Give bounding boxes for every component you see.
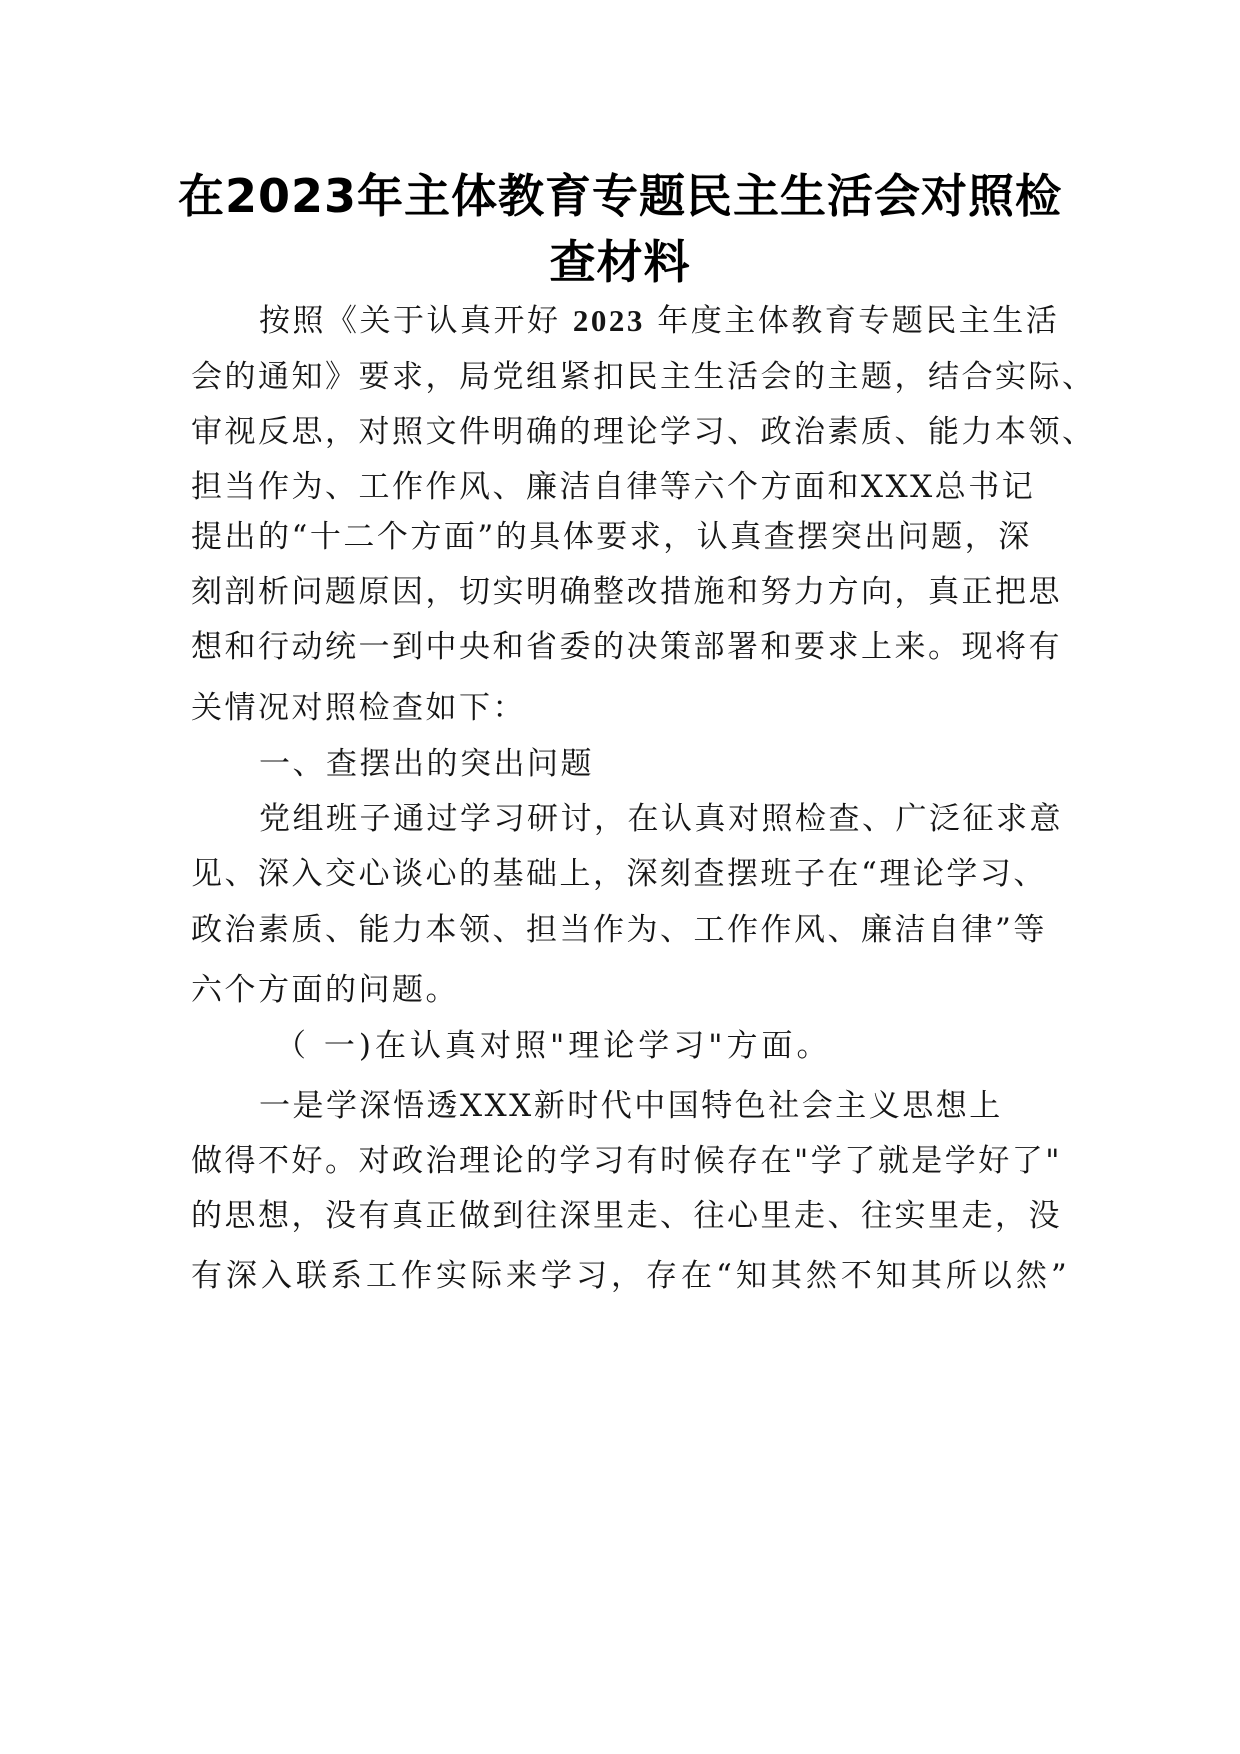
document-title-line-1: 在2023年主体教育专题民主生活会对照检 [177, 169, 1063, 223]
subsection-heading: （ 一)在认真对照"理论学习"方面。 [275, 1028, 832, 1064]
body-line: 关情况对照检查如下： [191, 690, 526, 726]
body-line: 六个方面的问题。 [191, 972, 459, 1008]
body-line: 一是学深悟透XXX新时代中国特色社会主义思想上 [259, 1088, 1003, 1124]
body-line: 的思想，没有真正做到往深里走、往心里走、往实里走，没 [191, 1198, 1062, 1234]
section-heading: 一、查摆出的突出问题 [259, 746, 594, 782]
body-line: 见、深入交心谈心的基础上，深刻查摆班子在“理论学习、 [191, 856, 1047, 892]
document-title-line-2: 查材料 [549, 235, 691, 289]
body-line: 审视反思，对照文件明确的理论学习、政治素质、能力本领、 [191, 414, 1096, 450]
body-line: 党组班子通过学习研讨，在认真对照检查、广泛征求意 [259, 801, 1063, 837]
body-line-text-tail: 年度主体教育专题民主生活 [644, 303, 1060, 339]
body-line: 有深入联系工作实际来学习，存在“知其然不知其所以然” [191, 1258, 1071, 1294]
body-line: 会的通知》要求，局党组紧扣民主生活会的主题，结合实际、 [191, 359, 1096, 395]
body-line: 政治素质、能力本领、担当作为、工作作风、廉洁自律”等 [191, 912, 1047, 948]
body-line: 担当作为、工作作风、廉洁自律等六个方面和XXX总书记 [191, 469, 1036, 505]
body-line: 提出的“十二个方面”的具体要求，认真查摆突出问题，深 [191, 519, 1032, 555]
body-line: 想和行动统一到中央和省委的决策部署和要求上来。现将有 [191, 629, 1062, 665]
body-line-bold-year: 2023 [572, 303, 645, 338]
body-line: 刻剖析问题原因，切实明确整改措施和努力方向，真正把思 [191, 574, 1062, 610]
body-line-text: 按照《关于认真开好 [259, 303, 573, 339]
body-line: 做得不好。对政治理论的学习有时候存在"学了就是学好了" [191, 1143, 1063, 1179]
body-line [259, 295, 1059, 340]
